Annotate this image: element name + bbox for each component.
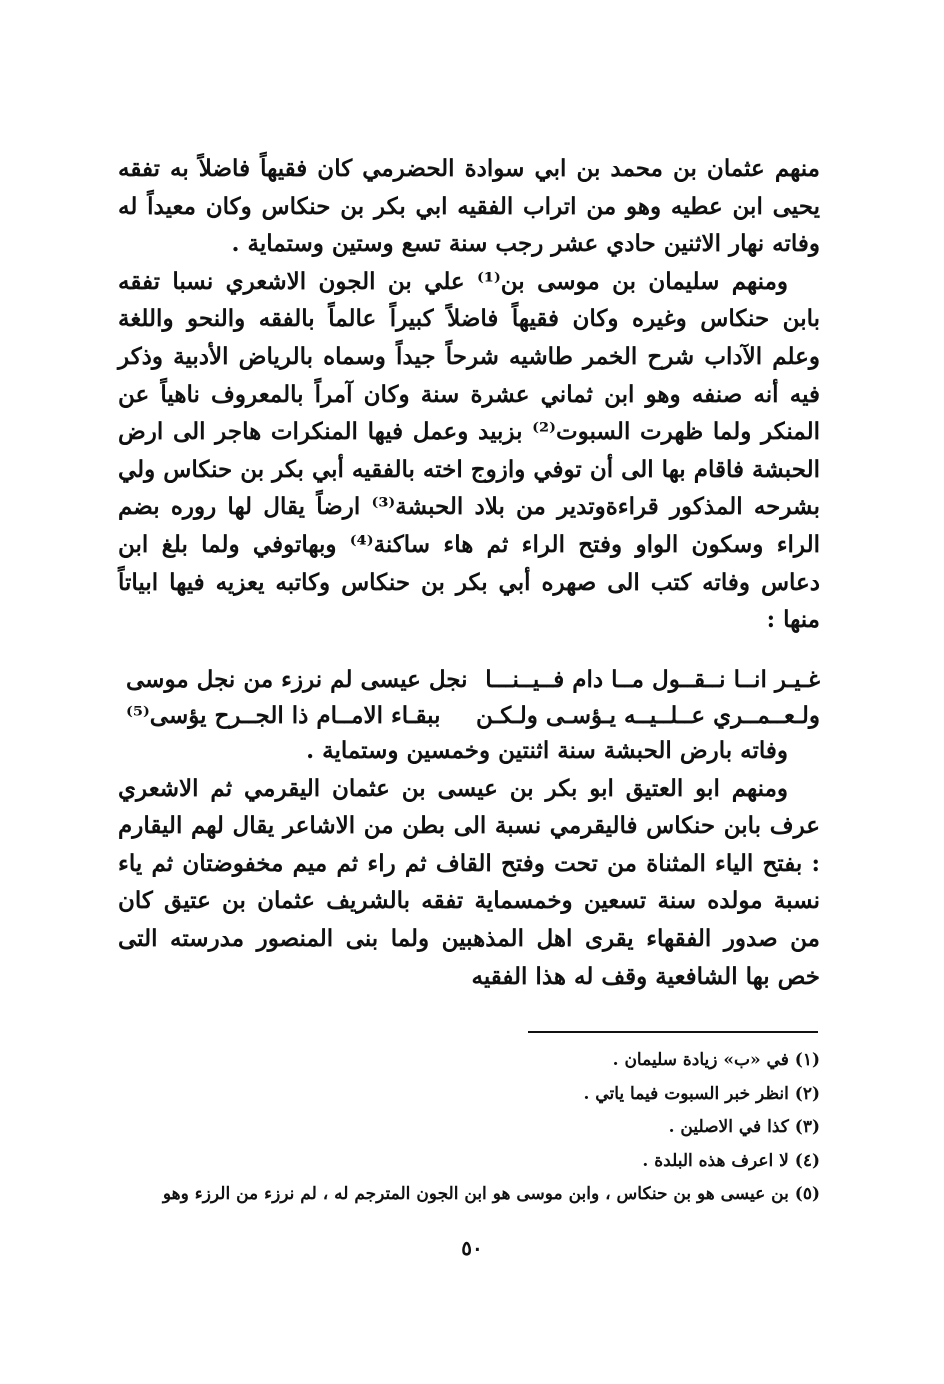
footnote: (٤) لا اعرف هذه البلدة . bbox=[642, 1150, 820, 1171]
poem-hemistich-right: ولـعــمــري عــلــيــه يـؤسـى ولـكـن bbox=[476, 702, 820, 729]
poem-hemistich-left: نجل عيسى لم نرزء من نجل موسى bbox=[126, 666, 468, 693]
poem bbox=[126, 662, 820, 734]
poem-verse bbox=[126, 662, 820, 698]
footnotes bbox=[130, 1044, 820, 1212]
footnote: (١) في «ب» زيادة سليمان . bbox=[612, 1050, 820, 1070]
paragraph-sulayman: ومنهم سليمان بن موسى بن⁽¹⁾ علي بن الجون الاشعري نسبا تفقه بابن حنكاس وغيره وكان فقيهاً فاضلاً كبيراً عالماً بالفقه والنحو واللغة وعلم الآداب شرح الخمر طاشيه شرحاً جيداً وسماه بالرياض الأدبية وذكر فيه أنه صنفه وهو ابن ثماني عشرة سنة وكان آمراً بالمعروف ناهياً عن المنكر ولما ظهرت السبوت⁽²⁾ بزبيد وعمل فيها المنكرات هاجر الى ارض الحبشة فاقام بها الى أن توفي وازوج اخته بالفقيه أبي بكر بن حنكاس ولي بشرحه المذكور قراءةوتدير من بلاد الحبشة⁽³⁾ ارضاً يقال لها روره بضم الراء وسكون الواو وفتح الراء ثم هاء ساكنة⁽⁴⁾ وبهاتوفي ولما بلغ ابن دعاس وفاته كتب الى صهره أبي بكر بن حنكاس وكاتبه يعزيه فيها ابياتاً منها : bbox=[118, 267, 821, 634]
paragraph-uthman: منهم عثمان بن محمد بن ابي سوادة الحضرمي كان فقيهاً فاضلاً به تفقه يحيى ابن عطيه وهو من اتراب الفقيه ابي بكر بن حنكاس وكان معيداً له وفاته نهار الاثنين حادي عشر رجب سنة تسع وستين وستماية . bbox=[118, 155, 820, 258]
footnote: (٥) بن عيسى هو بن حنكاس ، وابن موسى هو ابن الجون المترجم له ، لم نرزء من الرزء وهو bbox=[162, 1184, 820, 1204]
footnote: (٣) كذا في الاصلين . bbox=[668, 1117, 820, 1137]
main-text bbox=[118, 150, 820, 639]
poem-hemistich-right: غـيـر انــا نــقــول مــا دام فــيــنـــا bbox=[485, 666, 820, 693]
paragraph-abu-al-atiq: ومنهم ابو العتيق ابو بكر بن عيسى بن عثمان اليقرمي ثم الاشعري عرف بابن حنكاس فاليقرمي نسبة الى بطن من الاشاعر يقال لهم اليقارم : بفتح الياء المثناة من تحت وفتح القاف ثم راء ثم ميم مخفوضتان ثم ياء نسبة مولده سنة تسعين وخمسماية تفقه بالشريف عثمان بن عتيق كان من صدور الفقهاء يقرى اهل المذهبين ولما بنى المنصور مدرسته التى خص بها الشافعية وقف له هذا الفقيه bbox=[118, 774, 820, 990]
footnote: (٢) انظر خبر السبوت فيما ياتي . bbox=[583, 1083, 820, 1104]
poem-verse bbox=[126, 698, 820, 734]
main-text-continued bbox=[118, 732, 820, 995]
poem-hemistich-left: ببقـاء الامــام ذا الجــرح يؤسى⁽⁵⁾ bbox=[126, 702, 441, 729]
footnote-divider bbox=[528, 1031, 818, 1033]
paragraph-death-note: وفاته بارض الحبشة سنة اثنتين وخمسين وستماية . bbox=[306, 737, 788, 764]
page-number: ٥٠ bbox=[461, 1236, 483, 1260]
